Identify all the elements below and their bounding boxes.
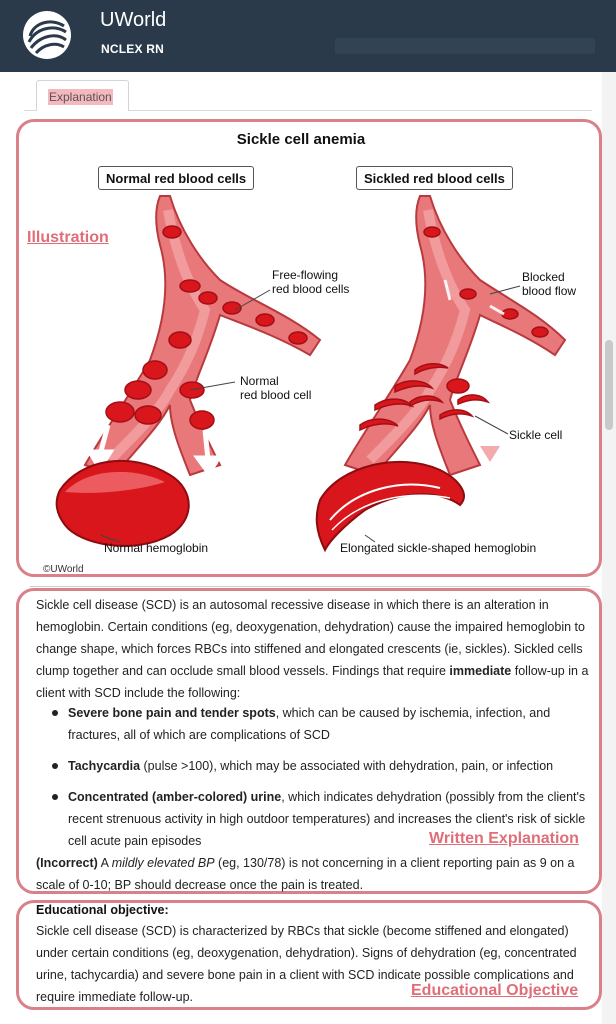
list-item: Tachycardia (pulse >100), which may be associated with dehydration, pain, or infection (50, 755, 590, 777)
callout-blocked-flow: Blocked blood flow (522, 270, 577, 298)
findings-list (50, 702, 590, 861)
callout-elongated-hemoglobin: Elongated sickle-shaped hemoglobin (340, 541, 537, 555)
incorrect-explanation: (Incorrect) A mildly elevated BP (eg, 130/78) is not concerning in a client reporting pain as 9 on a scale of 0-10; BP should decrease once the pain is treated. (36, 856, 575, 892)
callout-sickle-cell: Sickle cell (509, 428, 563, 442)
sickled-cells-label: Sickled red blood cells (356, 166, 513, 190)
section-divider (30, 586, 590, 587)
normal-cells-label: Normal red blood cells (98, 166, 254, 190)
annotation-educational-objective: Educational Objective (411, 982, 579, 999)
callout-free-flowing: Free-flowing red blood cells (272, 268, 350, 296)
app-title: UWorld (100, 9, 167, 31)
top-header (0, 0, 616, 72)
scrollbar-thumb[interactable] (605, 340, 613, 430)
figure-title: Sickle cell anemia (236, 131, 366, 148)
app-subtitle: NCLEX RN (101, 42, 164, 56)
scrollbar-track[interactable] (602, 72, 616, 1024)
header-placeholder-bar (335, 38, 595, 54)
objective-text: Sickle cell disease (SCD) is characterized by RBCs that sickle (become stiffened and elongated) under certain conditions (eg, deoxygenation, dehydration). Signs of dehydration (eg, concentrated urine, tachycardia) and severe bone pain in a client with SCD indicate possible complications and require immediate follow-up. (36, 924, 577, 1004)
objective-heading: Educational objective: (36, 903, 169, 917)
list-item: Severe bone pain and tender spots, which can be caused by ischemia, infection, and fractures, all of which are complications of SCD (50, 702, 590, 746)
annotation-illustration: Illustration (27, 229, 109, 246)
tab-explanation[interactable] (36, 80, 129, 111)
annotation-written-explanation: Written Explanation (429, 830, 579, 847)
uworld-logo-icon[interactable] (22, 10, 72, 60)
copyright: ©UWorld (43, 564, 84, 575)
list-item: Concentrated (amber-colored) urine, which indicates dehydration (possibly from the client's recent strenuous activity in high outdoor temperatures) and increases the client's risk of sickle cell acute pain episodes (50, 786, 590, 852)
callout-normal-hemoglobin: Normal hemoglobin (104, 541, 209, 555)
callout-normal-cell: Normal red blood cell (240, 374, 312, 402)
sickled-vessel-diagram (317, 196, 565, 550)
tab-explanation-label: Explanation (49, 90, 112, 104)
explanation-intro: Sickle cell disease (SCD) is an autosomal recessive disease in which there is an alteration in hemoglobin. Certain conditions (eg, deoxygenation, dehydration) cause the impaired hemoglobin to change shape, which forces RBCs into stiffened and elongated crescents (ie, sickles). Sickled cells clump together and can occlude small blood vessels. Findings that require immediate follow-up in a client with SCD include the following: (36, 598, 589, 700)
normal-vessel-diagram (57, 196, 320, 546)
